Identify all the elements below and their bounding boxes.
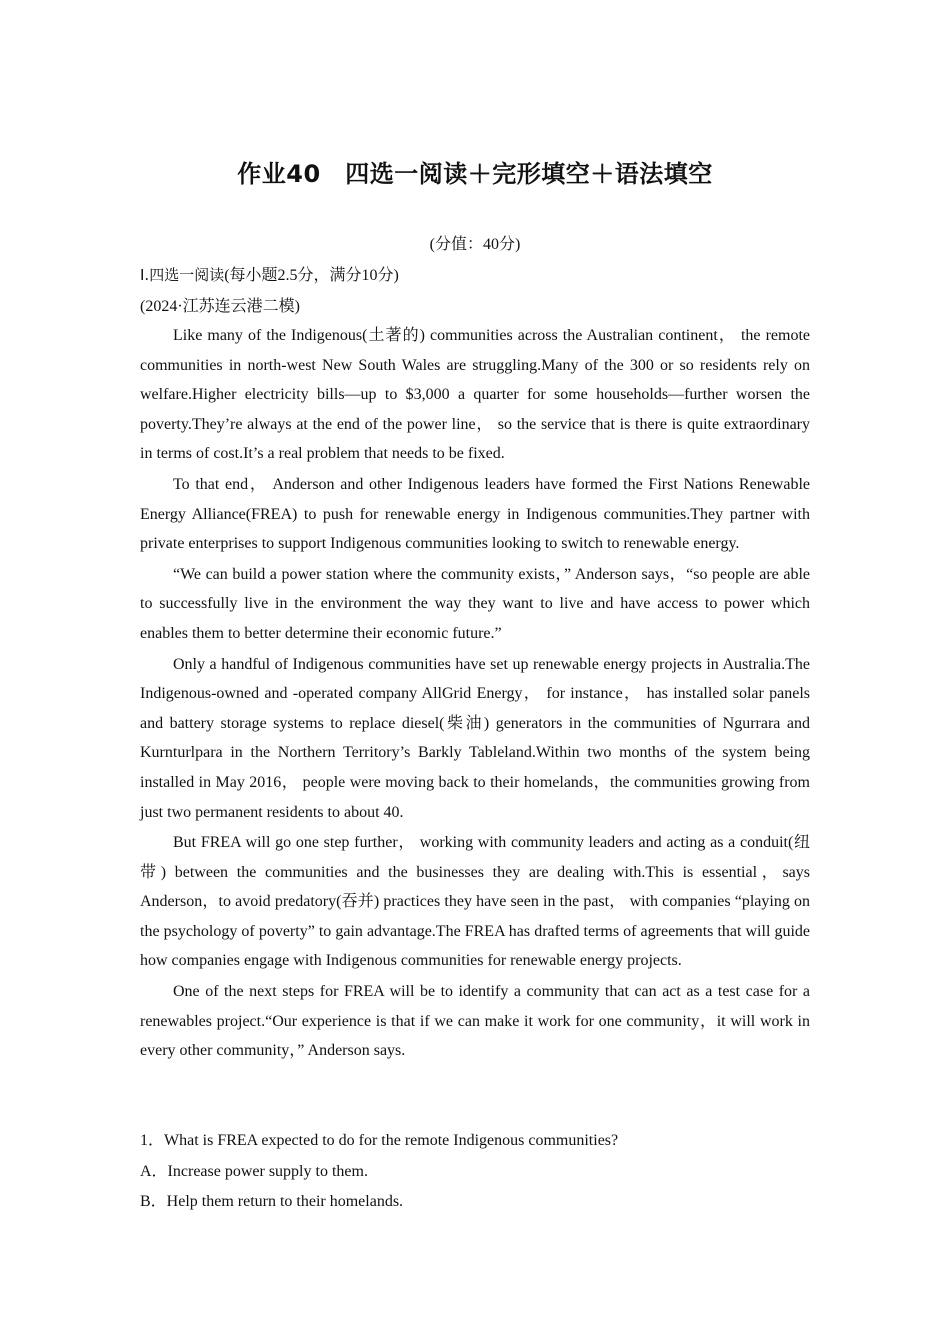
question-stem: 1．What is FREA expected to do for the remote Indigenous communities? (140, 1132, 619, 1149)
question-block (140, 1126, 810, 1218)
section-heading-label: Ⅰ.四选一阅读 (140, 266, 225, 284)
question-option-b: B．Help them return to their homelands. (140, 1193, 404, 1210)
passage-source: (2024·江苏连云港二模) (140, 298, 300, 315)
passage-paragraph: Only a handful of Indigenous communities have set up renewable energy projects in Australia.The Indigenous-owned and -operated company AllGrid Energy， for instance， has installed solar panels and battery storage systems to replace diesel(柴油) generators in the communities of Ngurrara and Kurnturlpara in the Northern Territory’s Barkly Tableland.Within two months of the system being installed in May 2016， people were moving back to their homelands，the communities growing from just two permanent residents to about 40. (140, 655, 810, 821)
section-heading-note: (每小题2.5分，满分10分) (224, 267, 399, 284)
passage-paragraph: But FREA will go one step further， working with community leaders and acting as a conduit(纽带) between the communities and the businesses they are dealing with.This is essential，says Anderson，to avoid predatory(吞并) practices they have seen in the past， with companies “playing on the psychology of poverty” to gain advantage.The FREA has drafted terms of agreements that will guide how companies engage with Indigenous communities for renewable energy projects. (140, 834, 810, 970)
page-title: 作业40 四选一阅读＋完形填空＋语法填空 (237, 160, 713, 188)
passage-paragraph: One of the next steps for FREA will be to identify a community that can act as a test case for a renewables project.“Our experience is that if we can make it work for one community，it will work in every other community，” Anderson says. (140, 983, 810, 1060)
section-heading (140, 262, 399, 285)
passage-paragraph: To that end， Anderson and other Indigenous leaders have formed the First Nations Renewable Energy Alliance(FREA) to push for renewable energy in Indigenous communities.They partner with private enterprises to support Indigenous communities looking to switch to renewable energy. (140, 475, 810, 553)
question-option-a: A．Increase power supply to them. (140, 1162, 368, 1180)
passage-paragraph: “We can build a power station where the community exists，” Anderson says，“so people are able to successfully live in the environment the way they want to live and have access to power which enables them to better determine their economic future.” (140, 565, 810, 642)
passage-paragraph: Like many of the Indigenous(土著的) communities across the Australian continent， the remote communities in north-west New South Wales are struggling.Many of the 300 or so residents rely on welfare.Higher electricity bills—up to $3,000 a quarter for some households—further worsen the poverty.They’re always at the end of the power line， so the service that is there is quite extraordinary in terms of cost.It’s a real problem that needs to be fixed. (140, 327, 810, 463)
reading-passage (140, 321, 810, 1067)
score-note: (分值：40分) (429, 236, 521, 253)
